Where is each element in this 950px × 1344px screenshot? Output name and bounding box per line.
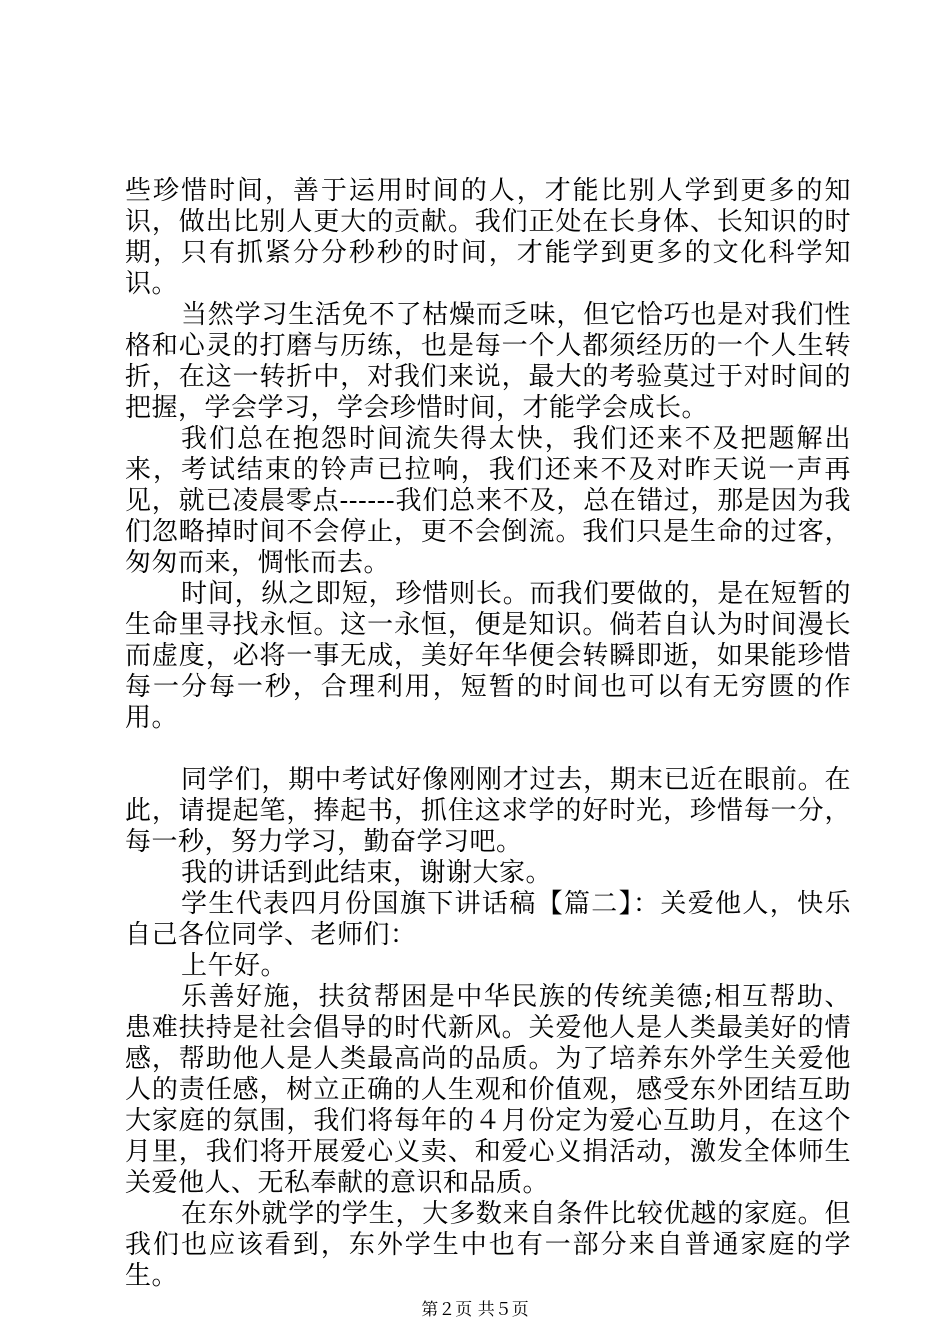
paragraph-7: 学生代表四月份国旗下讲话稿【篇二】：关爱他人，快乐自己各位同学、老师们： [125, 889, 851, 950]
document-body [125, 176, 851, 1292]
paragraph-8: 上午好。 [181, 951, 288, 981]
paragraph-1: 些珍惜时间，善于运用时间的人，才能比别人学到更多的知识，做出比别人更大的贡献。我们正处在长身体、长知识的时期，只有抓紧分分秒秒的时间，才能学到更多的文化科学知识。 [125, 176, 851, 299]
paragraph-9: 乐善好施，扶贫帮困是中华民族的传统美德;相互帮助、患难扶持是社会倡导的时代新风。关爱他人是人类最美好的情感，帮助他人是人类最高尚的品质。为了培养东外学生关爱他人的责任感，树立正确的人生观和价值观，感受东外团结互助大家庭的氛围，我们将每年的４月份定为爱心互助月，在这个月里，我们将开展爱心义卖、和爱心义捐活动，激发全体师生关爱他人、无私奉献的意识和品质。 [125, 982, 851, 1198]
paragraph-10: 在东外就学的学生，大多数来自条件比较优越的家庭。但我们也应该看到，东外学生中也有一部分来自普通家庭的学生。 [125, 1199, 851, 1291]
paragraph-6: 我的讲话到此结束，谢谢大家。 [181, 858, 553, 888]
paragraph-4: 时间，纵之即短，珍惜则长。而我们要做的，是在短暂的生命里寻找永恒。这一永恒，便是知识。倘若自认为时间漫长而虚度，必将一事无成，美好年华便会转瞬即逝，如果能珍惜每一分每一秒，合理利用，短暂的时间也可以有无穷匮的作用。 [125, 579, 851, 733]
page-footer: 第２页 共５页 [421, 1300, 529, 1320]
paragraph-5: 同学们，期中考试好像刚刚才过去，期末已近在眼前。在此，请提起笔，捧起书，抓住这求学的好时光，珍惜每一分，每一秒，努力学习，勤奋学习吧。 [125, 765, 851, 857]
paragraph-3: 我们总在抱怨时间流失得太快，我们还来不及把题解出来，考试结束的铃声已拉响，我们还来不及对昨天说一声再见，就已凌晨零点------我们总来不及，总在错过，那是因为我们忽略掉时间不会停止，更不会倒流。我们只是生命的过客，匆匆而来，惆怅而去。 [125, 424, 851, 578]
paragraph-2: 当然学习生活免不了枯燥而乏味，但它恰巧也是对我们性格和心灵的打磨与历练，也是每一个人都须经历的一个人生转折，在这一转折中，对我们来说，最大的考验莫过于对时间的把握，学会学习，学会珍惜时间，才能学会成长。 [125, 300, 851, 423]
